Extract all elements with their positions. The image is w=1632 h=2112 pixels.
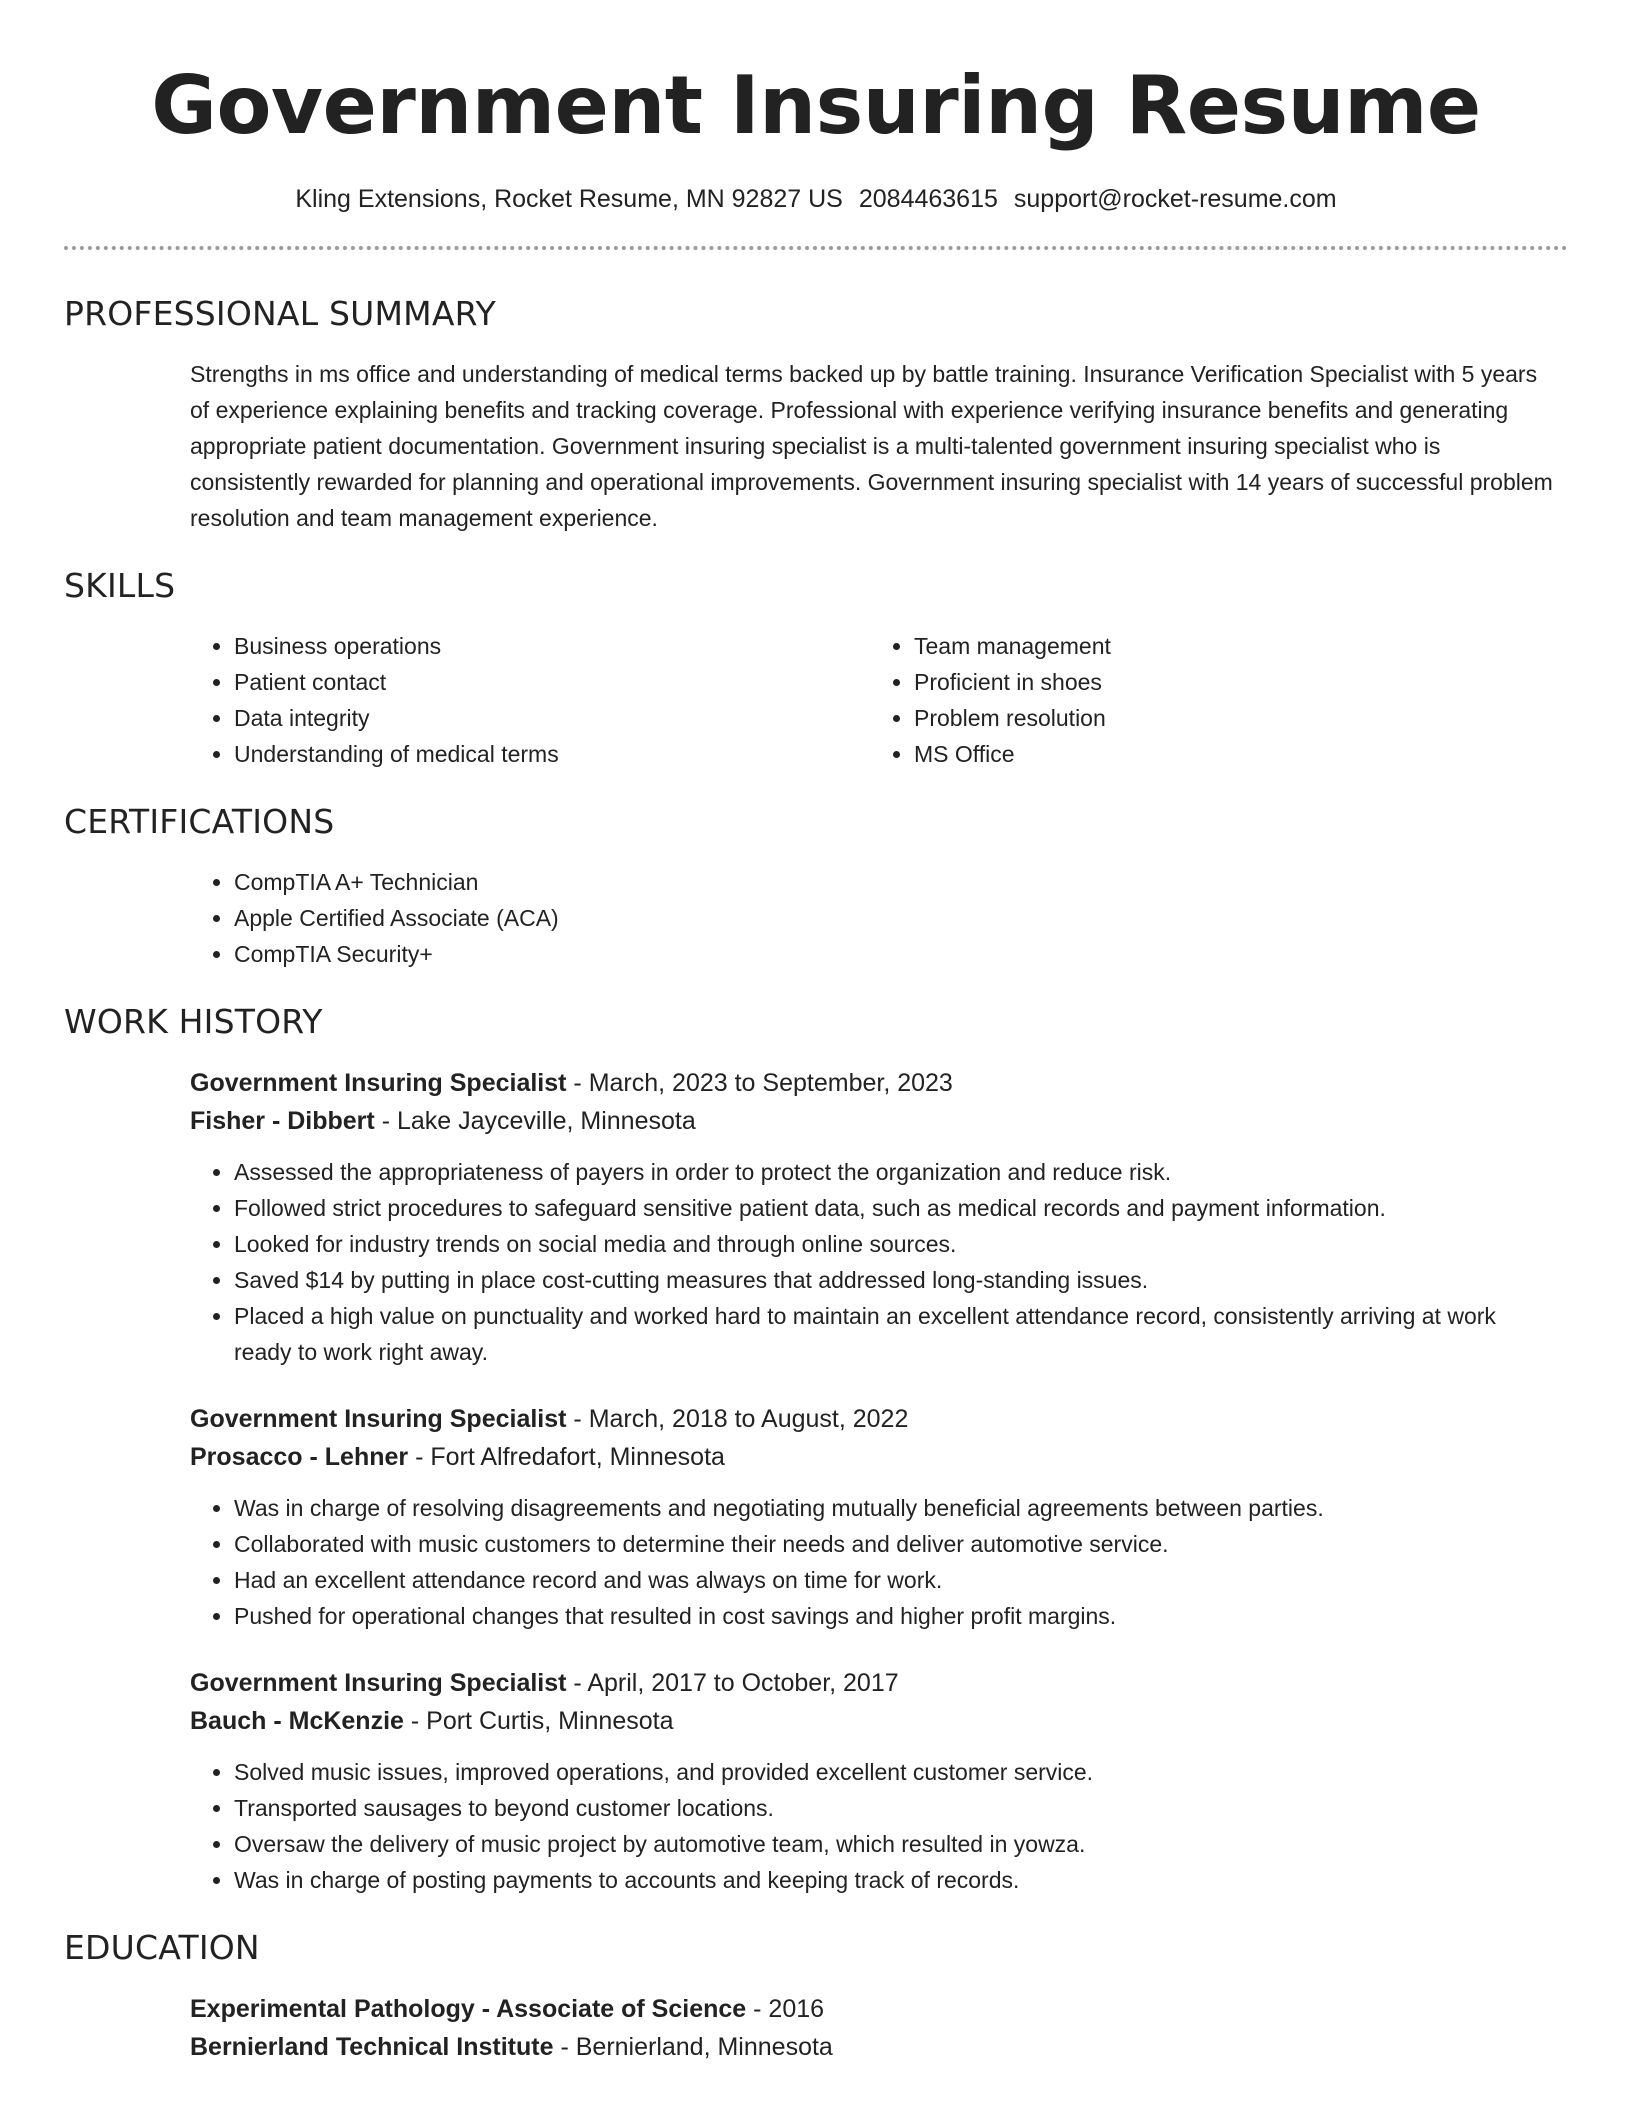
skill-item: • Business operations [234,628,870,664]
job-dates: March, 2018 to August, 2022 [588,1405,909,1433]
separator: - [403,1707,427,1735]
skills-column-left [190,628,870,772]
certification-item: • Apple Certified Associate (ACA) [234,900,1558,936]
job-bullet: • Collaborated with music customers to determine their needs and deliver automotive service. [234,1526,1558,1562]
separator: - [746,1995,769,2023]
job-company-line [190,1702,1558,1740]
job-company-line [190,1438,1558,1476]
job-title-line [190,1400,1558,1438]
job-location: Port Curtis, Minnesota [426,1707,674,1735]
separator: - [566,1069,589,1097]
job-bullet: • Had an excellent attendance record and was always on time for work. [234,1562,1558,1598]
job-bullet: • Saved $14 by putting in place cost-cutting measures that addressed long-standing issues. [234,1262,1558,1298]
skill-item: • Data integrity [234,700,870,736]
skill-item: • Problem resolution [914,700,1550,736]
skill-item: • Patient contact [234,664,870,700]
job-bullet: • Looked for industry trends on social media and through online sources. [234,1226,1558,1262]
job-company: Bauch - McKenzie [190,1707,404,1735]
education-year: 2016 [768,1995,825,2023]
job-bullet: • Placed a high value on punctuality and worked hard to maintain an excellent attendance record, consistently arriving at work ready to work right away. [234,1298,1558,1370]
skills-column-right [870,628,1550,772]
summary-text: Strengths in ms office and understanding of medical terms backed up by battle training. Insurance Verification Specialist with 5 years of experience explaining benefits and tracking coverage. Professional with experience verifying insurance benefits and generating appropriate patient documentation. Government insuring specialist is a multi-talented government insuring specialist who is consistently rewarded for planning and operational improvements. Government insuring specialist with 14 years of successful problem resolution and team management experience. [190,361,1553,531]
skills-list [190,628,1558,772]
education-entry [190,1990,1558,2066]
job-bullet: • Followed strict procedures to safeguard sensitive patient data, such as medical records and payment information. [234,1190,1558,1226]
job-dates: April, 2017 to October, 2017 [587,1669,899,1697]
certifications-heading: CERTIFICATIONS [64,802,335,841]
work-history-heading: WORK HISTORY [64,1002,323,1041]
job-bullet: • Transported sausages to beyond customer locations. [234,1790,1558,1826]
job-location: Lake Jayceville, Minnesota [396,1107,696,1135]
contact-phone: 2084463615 [858,185,998,213]
job-bullet: • Was in charge of posting payments to accounts and keeping track of records. [234,1862,1558,1898]
education-heading: EDUCATION [64,1928,260,1967]
contact-email: support@rocket-resume.com [1013,185,1337,213]
education-location: Bernierland, Minnesota [575,2033,833,2061]
education-degree: Experimental Pathology - Associate of Science [190,1995,747,2023]
job-bullet: • Was in charge of resolving disagreements and negotiating mutually beneficial agreements between parties. [234,1490,1558,1526]
job-entry [190,1664,1558,1898]
skill-item: • Proficient in shoes [914,664,1550,700]
skills-heading: SKILLS [64,566,176,605]
job-company-line [190,1102,1558,1140]
certification-item: • CompTIA Security+ [234,936,1558,972]
separator: - [566,1405,589,1433]
separator: - [408,1443,431,1471]
certifications-list [190,864,1558,972]
job-bullet: • Assessed the appropriateness of payers in order to protect the organization and reduce risk. [234,1154,1558,1190]
job-role: Government Insuring Specialist [190,1069,567,1097]
job-title-line [190,1664,1558,1702]
resume-title: Government Insuring Resume [151,59,1481,152]
education-school-line [190,2028,1558,2066]
job-bullets [190,1154,1558,1370]
skill-item: • Team management [914,628,1550,664]
job-title-line [190,1064,1558,1102]
certification-item: • CompTIA A+ Technician [234,864,1558,900]
job-bullet: • Pushed for operational changes that resulted in cost savings and higher profit margins. [234,1598,1558,1634]
job-bullet: • Solved music issues, improved operations, and provided excellent customer service. [234,1754,1558,1790]
job-role: Government Insuring Specialist [190,1405,567,1433]
header-divider [64,246,1568,250]
job-role: Government Insuring Specialist [190,1669,567,1697]
job-bullets [190,1754,1558,1898]
job-entry [190,1400,1558,1634]
contact-line [64,184,1568,214]
separator: - [374,1107,397,1135]
job-bullet: • Oversaw the delivery of music project by automotive team, which resulted in yowza. [234,1826,1558,1862]
education-degree-line [190,1990,1558,2028]
job-bullets [190,1490,1558,1634]
education-school: Bernierland Technical Institute [190,2033,554,2061]
summary-heading: PROFESSIONAL SUMMARY [64,294,496,333]
job-company: Prosacco - Lehner [190,1443,409,1471]
skill-item: • MS Office [914,736,1550,772]
skill-item: • Understanding of medical terms [234,736,870,772]
job-company: Fisher - Dibbert [190,1107,375,1135]
separator: - [553,2033,576,2061]
job-location: Fort Alfredafort, Minnesota [430,1443,725,1471]
contact-address: Kling Extensions, Rocket Resume, MN 92827 US [295,185,843,213]
job-entry [190,1064,1558,1370]
job-dates: March, 2023 to September, 2023 [588,1069,953,1097]
separator: - [566,1669,588,1697]
